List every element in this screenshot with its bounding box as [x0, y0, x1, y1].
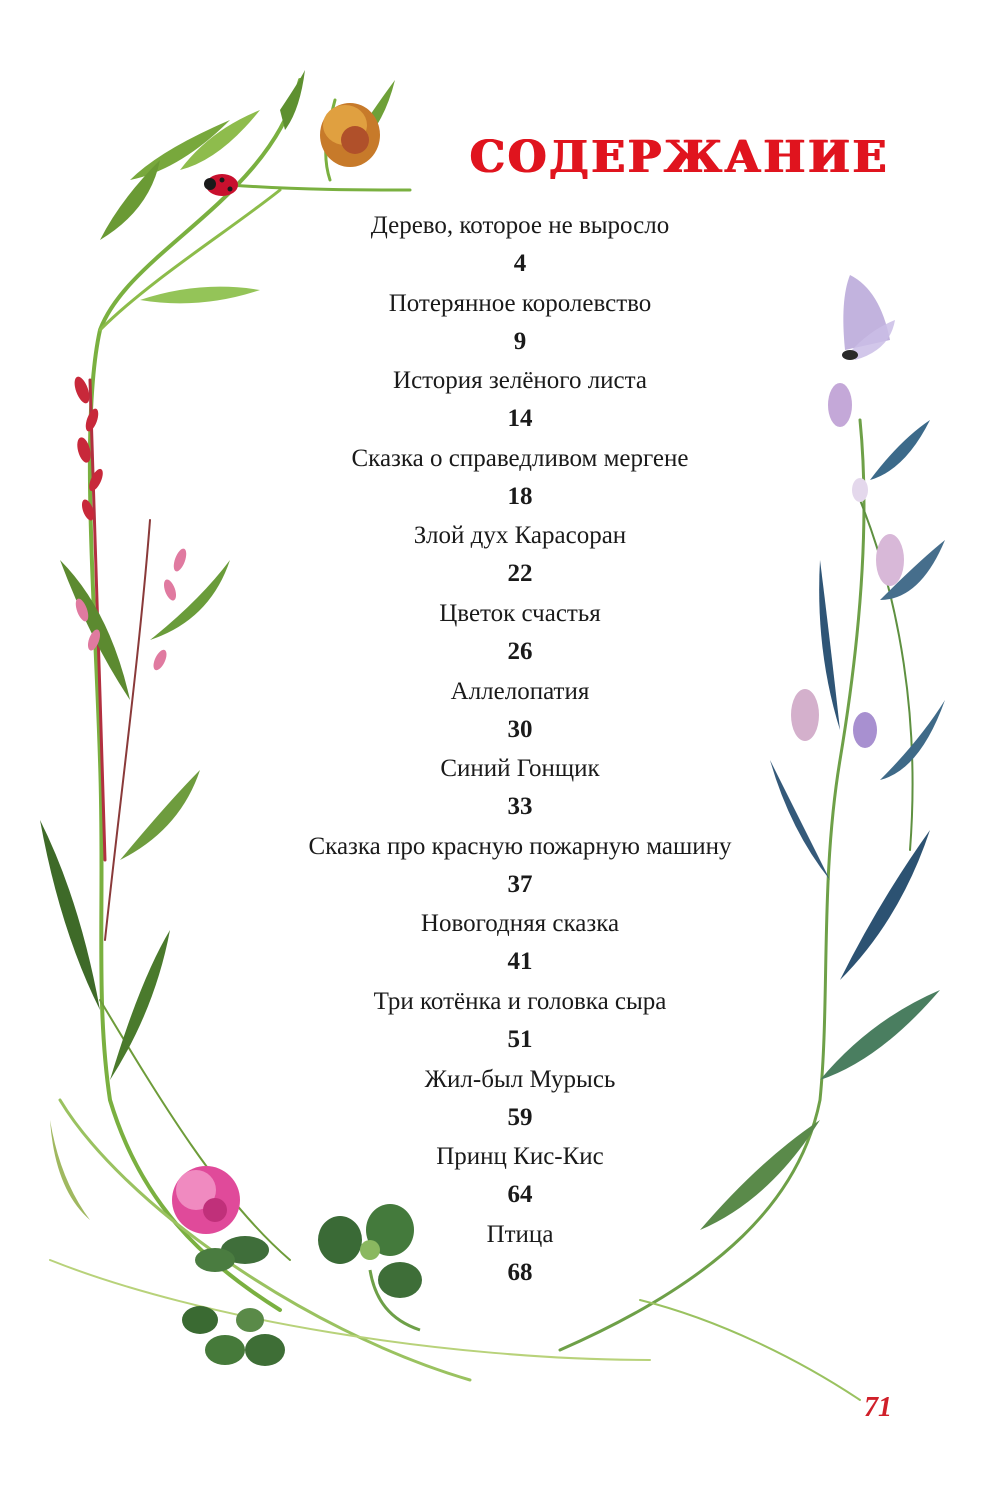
- toc-entry[interactable]: [240, 672, 800, 750]
- toc-entry[interactable]: [240, 206, 800, 284]
- toc-entry-page: 59: [507, 1103, 533, 1131]
- toc-entry-title[interactable]: История зелёного листа: [393, 367, 647, 395]
- toc-entry-title[interactable]: Три котёнка и головка сыра: [373, 987, 667, 1015]
- ladybug-icon: [204, 174, 238, 196]
- table-of-contents: [240, 206, 800, 1292]
- toc-entry[interactable]: [240, 284, 800, 362]
- toc-entry[interactable]: [240, 1215, 800, 1293]
- contents-heading: СОДЕРЖАНИЕ: [470, 132, 890, 183]
- toc-entry-page: 33: [507, 793, 533, 821]
- toc-entry-page: 9: [513, 327, 527, 355]
- toc-entry-title[interactable]: Дерево, которое не выросло: [370, 212, 670, 239]
- toc-entry[interactable]: [240, 439, 800, 517]
- toc-entry-page: 4: [513, 250, 527, 277]
- toc-entry-title[interactable]: Жил-был Мурысь: [424, 1065, 616, 1093]
- toc-entry-page: 30: [507, 715, 533, 743]
- toc-entry-title[interactable]: Сказка о справедливом мергене: [351, 444, 689, 472]
- toc-entry-page: 26: [507, 637, 533, 665]
- toc-entry-title[interactable]: Аллелопатия: [450, 677, 590, 705]
- toc-entry-title[interactable]: Синий Гонщик: [440, 755, 600, 783]
- toc-entry-title[interactable]: Принц Кис-Кис: [436, 1143, 604, 1171]
- toc-entry-page: 51: [507, 1025, 533, 1053]
- toc-entry-page: 68: [507, 1258, 533, 1286]
- right-lavender-flowers: [791, 383, 904, 748]
- toc-entry-title[interactable]: Новогодняя сказка: [420, 910, 620, 938]
- toc-entry[interactable]: [240, 516, 800, 594]
- toc-entry-title[interactable]: Цветок счастья: [439, 599, 601, 627]
- toc-entry-page: 41: [507, 948, 533, 976]
- butterfly-icon: [842, 275, 895, 360]
- toc-entry-title[interactable]: Птица: [486, 1220, 554, 1248]
- top-clover-flower: [320, 103, 380, 167]
- toc-entry[interactable]: [240, 904, 800, 982]
- toc-entry[interactable]: [240, 594, 800, 672]
- toc-entry-title[interactable]: Злой дух Карасоран: [413, 522, 627, 550]
- toc-entry[interactable]: [240, 1060, 800, 1138]
- toc-entry-page: 64: [507, 1181, 533, 1209]
- toc-entry[interactable]: [240, 827, 800, 905]
- page-number: 71: [864, 1392, 892, 1423]
- toc-entry[interactable]: [240, 1137, 800, 1215]
- toc-entry[interactable]: [240, 749, 800, 827]
- toc-entry-page: 37: [507, 870, 533, 898]
- toc-entry[interactable]: [240, 982, 800, 1060]
- toc-entry-page: 18: [507, 482, 533, 510]
- toc-entry-title[interactable]: Потерянное королевство: [388, 289, 652, 317]
- toc-entry-page: 14: [507, 405, 533, 433]
- toc-entry-page: 22: [507, 560, 533, 588]
- pink-clover-flower: [172, 1166, 240, 1234]
- toc-entry[interactable]: [240, 361, 800, 439]
- toc-entry-title[interactable]: Сказка про красную пожарную машину: [308, 832, 732, 860]
